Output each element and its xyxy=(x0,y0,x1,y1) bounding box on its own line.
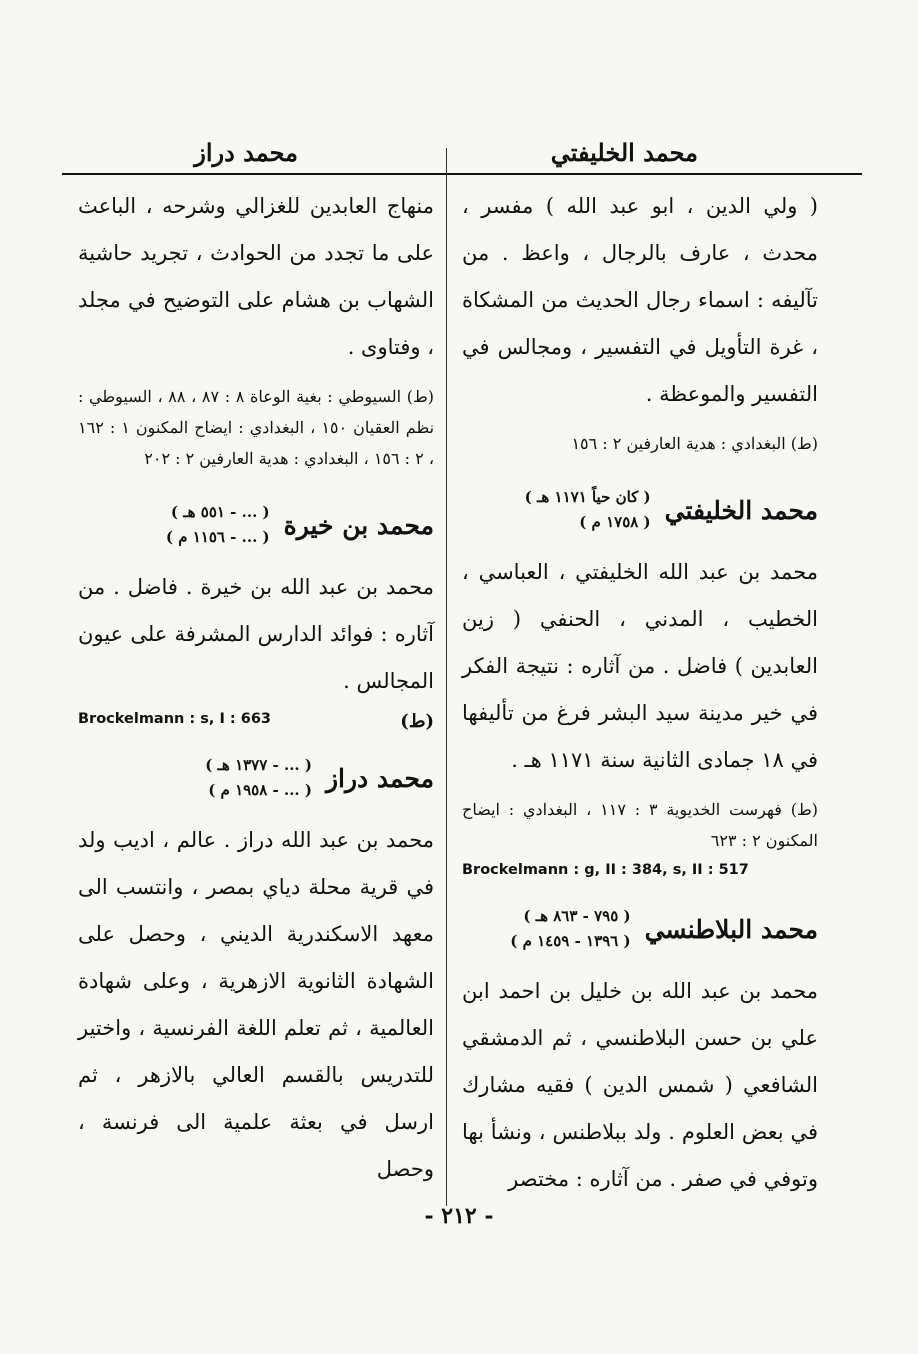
dates-hijri: ( كان حياً ١١٧١ هـ ) xyxy=(524,488,651,506)
entry-name: محمد دراز xyxy=(325,763,434,793)
brockelmann-ref xyxy=(78,711,434,732)
entry-heading xyxy=(462,485,818,535)
entry-heading xyxy=(462,904,818,954)
entry-text: ( ولي الدين ، ابو عبد الله ) مفسر ، محدث ، عارف بالرجال ، واعظ . من تآليفه : اسماء رجال الحديث من المشكاة ، غرة التأويل في التفسير ، ومجالس في التفسير والموعظة . xyxy=(462,194,818,406)
entry-dates xyxy=(510,904,630,954)
left-column xyxy=(78,183,434,1193)
page-number: - ٢١٢ - xyxy=(424,1203,494,1229)
running-header-left: محمد دراز xyxy=(194,138,298,167)
entry-text: محمد بن عبد الله الخليفتي ، العباسي ، الخطيب ، المدني ، الحنفي ( زين العابدين ) فاضل . من آثاره : نتيجة الفكر في خير مدينة سيد البشر فرغ من تأليفها في ١٨ جمادى الثانية سنة ١١٧١ هـ . xyxy=(462,560,818,772)
dates-gregorian: ( ... - ١١٥٦ م ) xyxy=(165,528,270,546)
reference-note: (ط) البغدادي : هدية العارفين ٢ : ١٥٦ xyxy=(571,434,818,453)
entry-name: محمد البلاطنسي xyxy=(644,914,818,944)
entry-name: محمد الخليفتي xyxy=(664,495,818,525)
source-mark: (ط) xyxy=(400,711,434,732)
entry-dates xyxy=(525,485,651,535)
dates-hijri: ( ... - ١٣٧٧ هـ ) xyxy=(205,756,312,774)
reference-note: (ط) فهرست الخديوية ٣ : ١١٧ ، البغدادي : ايضاح المكنون ٢ : ٦٢٣ xyxy=(462,800,819,850)
entry-dates xyxy=(166,500,270,550)
entry-dates xyxy=(205,753,312,803)
column-divider xyxy=(446,148,447,1206)
entry-text: محمد بن عبد الله بن خليل بن احمد ابن علي بن حسن البلاطنسي ، ثم الدمشقي الشافعي ( شمس الدين ) فقيه مشارك في بعض العلوم . ولد ببلاطنس ، ونشأ بها وتوفي في صفر . من آثاره : مختصر xyxy=(462,979,818,1191)
entry-name: محمد بن خيرة xyxy=(283,510,434,540)
header-rule xyxy=(62,173,862,175)
entry-heading xyxy=(78,500,434,550)
brockelmann-ref: Brockelmann : g, II : 384, s, II : 517 xyxy=(462,862,749,878)
dates-hijri: ( ٧٩٥ - ٨٦٣ هـ ) xyxy=(523,907,631,925)
brockelmann-citation: Brockelmann : s, I : 663 xyxy=(78,711,271,727)
entry-heading xyxy=(78,753,434,803)
running-header-right: محمد الخليفتي xyxy=(550,138,698,167)
dates-gregorian: ( ١٣٩٦ - ١٤٥٩ م ) xyxy=(510,932,631,950)
dates-gregorian: ( ... - ١٩٥٨ م ) xyxy=(208,781,312,799)
entry-text: محمد بن عبد الله دراز . عالم ، اديب ولد في قرية محلة دياي بمصر ، وانتسب الى معهد الاسكندرية الديني ، وحصل على الشهادة الثانوية الازهرية ، وعلى شهادة العالمية ، ثم تعلم اللغة الفرنسية ، واختير للتدريس بالقسم العالي بالازهر ، ثم ارسل في بعثة علمية الى فرنسة ، وحصل xyxy=(78,828,434,1181)
entry-text: محمد بن عبد الله بن خيرة . فاضل . من آثاره : فوائد الدارس المشرفة على عيون المجالس . xyxy=(78,575,434,693)
reference-note: (ط) السيوطي : بغية الوعاة ٨ : ٨٧ ، ٨٨ ، السيوطي : نظم العقيان ١٥٠ ، البغدادي : ايضاح المكنون ١ : ١٦٢ ، ٢ : ١٥٦ ، البغدادي : هدية العارفين ٢ : ٢٠٢ xyxy=(78,387,435,468)
entry-text: منهاج العابدين للغزالي وشرحه ، الباعث على ما تجدد من الحوادث ، تجريد حاشية الشهاب بن هشام على التوضيح في مجلد ، وفتاوى . xyxy=(78,194,434,359)
dates-gregorian: ( ١٧٥٨ م ) xyxy=(579,513,651,531)
right-column xyxy=(462,183,818,1203)
dates-hijri: ( ... - ٥٥١ هـ ) xyxy=(170,503,270,521)
